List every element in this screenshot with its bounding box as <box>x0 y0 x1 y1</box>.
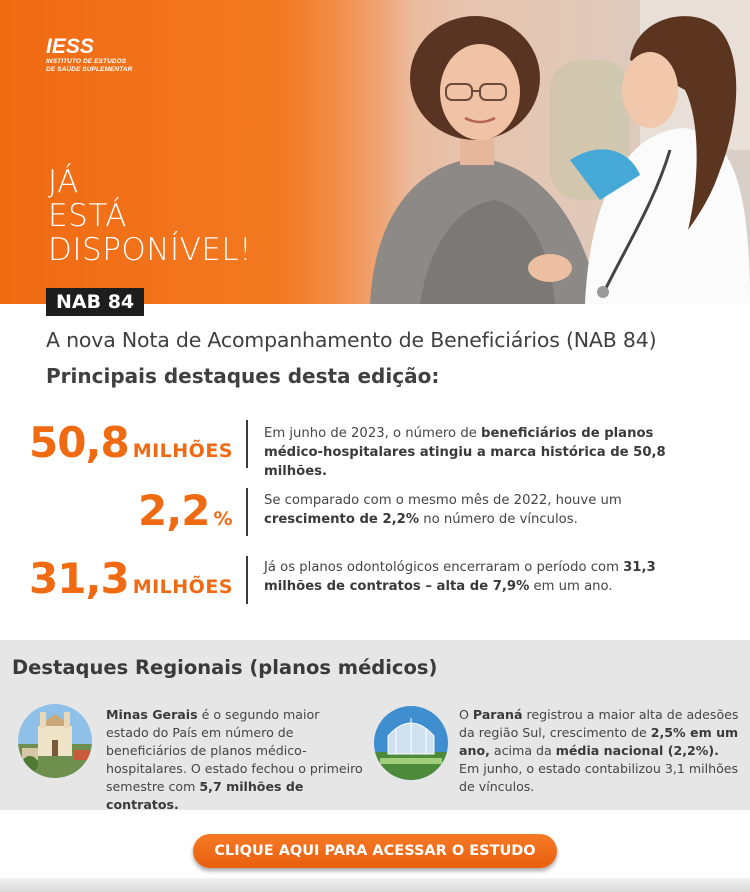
nab-badge: NAB 84 <box>46 288 144 316</box>
stat-unit: MILHÕES <box>132 440 233 462</box>
regional-section <box>0 640 750 810</box>
stat-unit: MILHÕES <box>132 576 233 598</box>
stat-description <box>264 558 714 596</box>
region-text-part: é o segundo maior estado do País em número de beneficiários de planos médico-hospitalares. O estado fechou o primeiro semestre com <box>106 707 363 794</box>
stat-description <box>264 424 714 481</box>
footer-strip <box>0 878 750 892</box>
stat-text-tail: em um ano. <box>529 579 613 594</box>
stat-number <box>29 418 233 467</box>
stat-divider <box>246 556 248 604</box>
stat-description <box>264 491 714 529</box>
region-text-prefix: O <box>459 707 473 722</box>
region-text-part: acima da <box>489 743 556 758</box>
region-state-name: Minas Gerais <box>106 707 198 722</box>
stat-text-bold: 31,3 milhões de contratos – alta de 7,9% <box>264 560 656 594</box>
stat-divider <box>246 420 248 468</box>
stat-text: Se comparado com o mesmo mês de 2022, houve um <box>264 493 622 508</box>
hero-banner <box>0 0 750 304</box>
minas-gerais-photo <box>18 704 92 778</box>
headline-line-2: ESTÁ <box>48 198 128 234</box>
region-text-tail: Em junho, o estado contabilizou 3,1 milhões de vínculos. <box>459 761 739 794</box>
region-text-bold: média nacional (2,2%). <box>555 743 719 758</box>
stat-beneficiaries <box>0 418 750 479</box>
intro-title: A nova Nota de Acompanhamento de Beneficiários (NAB 84) <box>46 328 657 352</box>
stat-text: Em junho de 2023, o número de <box>264 426 481 441</box>
hero-headline <box>48 165 252 267</box>
stat-dental <box>0 556 750 604</box>
region-state-name: Paraná <box>472 707 523 722</box>
headline-line-3: DISPONÍVEL! <box>48 232 253 268</box>
region-text-part: registrou a maior alta de adesões da região Sul, crescimento de <box>459 707 739 740</box>
stat-value: 50,8 <box>29 418 129 467</box>
headline-line-1: JÁ <box>48 164 79 200</box>
stat-value: 2,2 <box>138 486 210 535</box>
logo-subtitle-line2: DE SAÚDE SUPLEMENTAR <box>46 66 133 73</box>
stat-text-tail: no número de vínculos. <box>419 512 578 527</box>
stat-number <box>29 554 233 603</box>
regional-title: Destaques Regionais (planos médicos) <box>12 656 438 679</box>
region-text-bold: 5,7 milhões de contratos. <box>106 779 304 812</box>
logo-name: IESS <box>46 35 94 58</box>
intro-subtitle: Principais destaques desta edição: <box>46 364 440 388</box>
stat-text-bold: crescimento de 2,2% <box>264 512 420 527</box>
logo-subtitle-line1: INSTITUTO DE ESTUDOS <box>46 58 127 65</box>
stat-unit: % <box>213 508 233 530</box>
stat-growth <box>0 488 750 536</box>
parana-photo <box>374 706 448 780</box>
parana-text <box>459 706 741 796</box>
iess-logo <box>46 37 132 73</box>
access-study-button[interactable]: CLIQUE AQUI PARA ACESSAR O ESTUDO <box>193 834 557 868</box>
stat-divider <box>246 488 248 536</box>
stat-number <box>138 486 233 535</box>
region-text-bold: 2,5% em um ano, <box>459 725 739 758</box>
stat-text: Já os planos odontológicos encerraram o período com <box>264 560 624 575</box>
hero-photo <box>300 0 750 304</box>
minas-gerais-text <box>106 706 366 814</box>
stat-value: 31,3 <box>29 554 129 603</box>
stat-text-bold: beneficiários de planos médico-hospitalares atingiu a marca histórica de 50,8 milhões. <box>264 426 666 479</box>
